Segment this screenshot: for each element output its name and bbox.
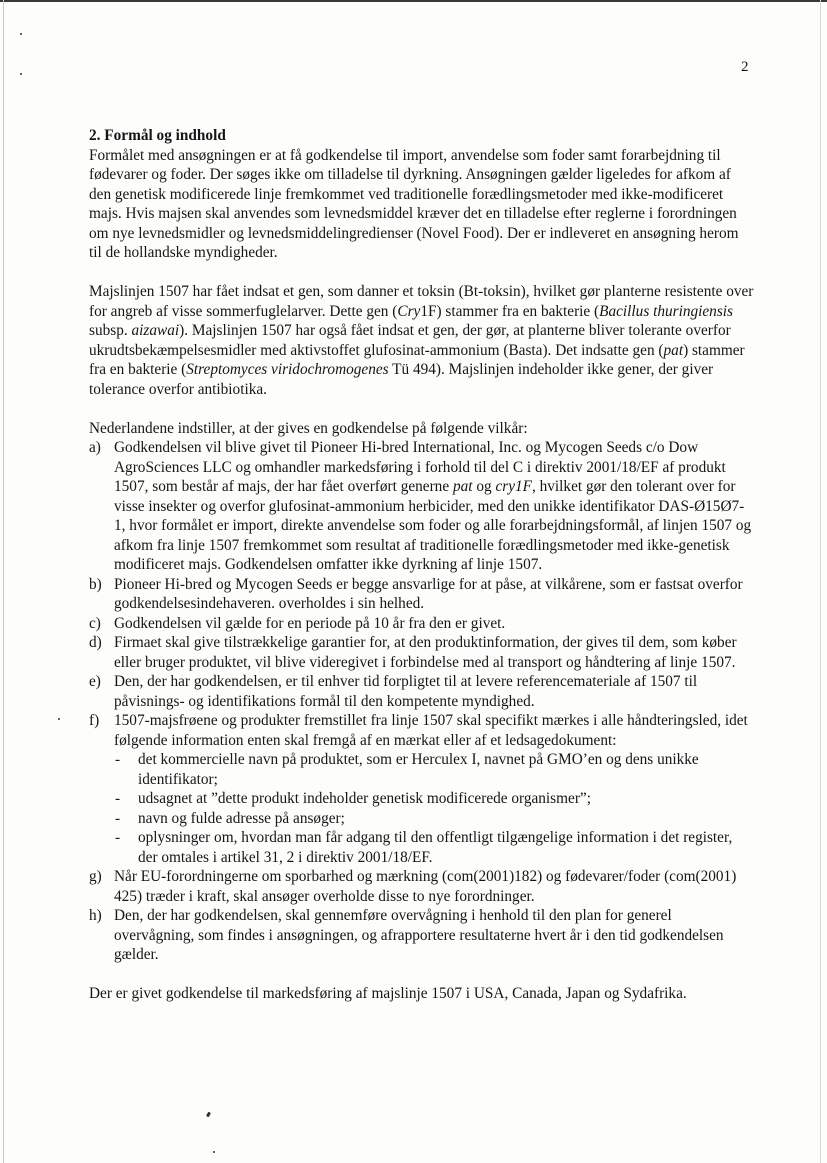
conditions-list (89, 438, 755, 965)
condition-item-f: f) 1507-majsfrøene og produkter fremstillet fra linje 1507 skal specifikt mærkes i alle håndteringsled, idet følgende information enten skal fremgå af en mærkat eller af et ledsagedokument: - det kommercielle navn på produktet, som er Herculex I, navnet på GMO’en og dens unikke identifikator; - udsagnet at ”dette produkt indeholder genetisk modificerede organismer”; - navn og fulde adresse på ansøger; - oplysninger om, hvordan man får adgang til den offentligt tilgængelige information i det register, der omtales i artikel 31, 2 i direktiv 2001/18/EF. (89, 711, 755, 867)
scan-right-edge (820, 0, 821, 1163)
scan-speck (20, 33, 22, 35)
list-marker: g) (89, 868, 102, 885)
page-number: 2 (741, 59, 749, 75)
condition-item-b: b) Pioneer Hi-bred og Mycogen Seeds er begge ansvarlige for at påse, at vilkårene, som er fastsat overfor godkendelsesindehaveren. overholdes i sin helhed. (89, 575, 743, 612)
condition-item-h: h) Den, der har godkendelsen, skal gennemføre overvågning i henhold til den plan for generel overvågning, som findes i ansøgningen, og afrapportere resultaterne hvert år i den tid godkendelsen gælder. (89, 907, 724, 963)
list-marker: b) (89, 575, 102, 593)
condition-item-d: d) Firmaet skal give tilstrækkelige garantier for, at den produktinformation, der gives til dem, som køber eller bruger produktet, vil blive videregivet i forbindelse med al transport og håndtering af linje 1507. (89, 634, 737, 671)
list-marker: a) (89, 439, 101, 456)
condition-item-g: g) Når EU-forordningerne om sporbarhed og mærkning (com(2001)182) og fødevarer/foder (com(2001) 425) træder i kraft, skal ansøger overholde disse to nye forordninger. (89, 868, 737, 905)
sublist-item: - oplysninger om, hvordan man får adgang til den offentligt tilgængelige information i det register, der omtales i artikel 31, 2 i direktiv 2001/18/EF. (115, 829, 733, 866)
list-marker: d) (89, 634, 102, 651)
document-body (89, 126, 755, 1004)
list-marker: f) (89, 712, 100, 729)
sublist-item: - udsagnet at ”dette produkt indeholder genetisk modificerede organismer”; (115, 790, 591, 807)
sublist-item: - navn og fulde adresse på ansøger; (115, 809, 345, 827)
scan-speck (206, 1112, 211, 1118)
gene-paragraph: Majslinjen 1507 har fået indsat et gen, som danner et toksin (Bt-toksin), hvilket gør planterne resistente over for angreb af visse sommerfuglelarver. Dette gen (Cry1F) stammer fra en bakterie (Bacillus thuringiensis subsp. aizawai). Majslinjen 1507 har også fået indsat et gen, der gør, at planterne bliver tolerante overfor ukrudtsbekæmpelsesmidler med aktivstoffet glufosinat-ammonium (Basta). Det indsatte gen (pat) stammer fra en bakterie (Streptomyces viridochromogenes Tü 494). Majslinjen indeholder ikke gener, der giver tolerance overfor antibiotika. (89, 283, 754, 398)
intro-paragraph: Formålet med ansøgningen er at få godkendelse til import, anvendelse som foder samt forarbejdning til fødevarer og foder. Der søges ikke om tilladelse til dyrkning. Ansøgningen gælder ligeledes for afkom af den genetisk modificerede linje fremkommet ved traditionelle forædlingsmetoder med ikke-modificeret majs. Hvis majsen skal anvendes som levnedsmiddel kræver det en tilladelse efter reglerne i forordningen om nye levnedsmidler og levnedsmiddelingredienser (Novel Food). Der er indleveret en ansøgning herom til de hollandske myndigheder. (89, 146, 739, 261)
list-marker: h) (89, 907, 102, 924)
sublist-item: - det kommercielle navn på produktet, som er Herculex I, navnet på GMO’en og dens unikke identifikator; (115, 751, 699, 788)
list-marker: c) (89, 614, 101, 632)
section-heading: 2. Formål og indhold (89, 127, 226, 144)
condition-item-c: c) Godkendelsen vil gælde for en periode på 10 år fra den er givet. (89, 614, 506, 632)
scan-top-border (0, 0, 827, 2)
labelling-sublist (114, 750, 755, 867)
scan-speck (20, 73, 22, 75)
conditions-intro: Nederlandene indstiller, at der gives en godkendelse på følgende vilkår: (89, 419, 528, 437)
condition-item-a: a) Godkendelsen vil blive givet til Pioneer Hi-bred International, Inc. og Mycogen Seeds c/o Dow AgroSciences LLC og omhandler markedsføring i forhold til del C i direktiv 2001/18/EF af produkt 1507, som består af majs, der har fået overført generne pat og cry1F, hvilket gør den tolerant over for visse insekter og overfor glufosinat-ammonium herbicider, med den unikke identifikator DAS-Ø15Ø7-1, hvor formålet er import, direkte anvendelse som foder og alle forarbejdningsformål, af linjen 1507 og afkom fra linje 1507 fremkommet som resultat af traditionelle forædlingsmetoder med ikke-genetisk modificeret majs. Godkendelsen omfatter ikke dyrkning af linje 1507. (89, 439, 752, 573)
scan-left-edge (3, 0, 4, 1163)
condition-item-e: e) Den, der har godkendelsen, er til enhver tid forpligtet til at levere referencemateriale af 1507 til påvisnings- og identifikations formål til den kompetente myndighed. (89, 673, 698, 710)
scan-speck (58, 718, 60, 720)
closing-paragraph: Der er givet godkendelse til markedsføring af majslinje 1507 i USA, Canada, Japan og Sydafrika. (89, 985, 687, 1002)
scan-speck (213, 1151, 215, 1153)
list-marker: e) (89, 673, 101, 690)
